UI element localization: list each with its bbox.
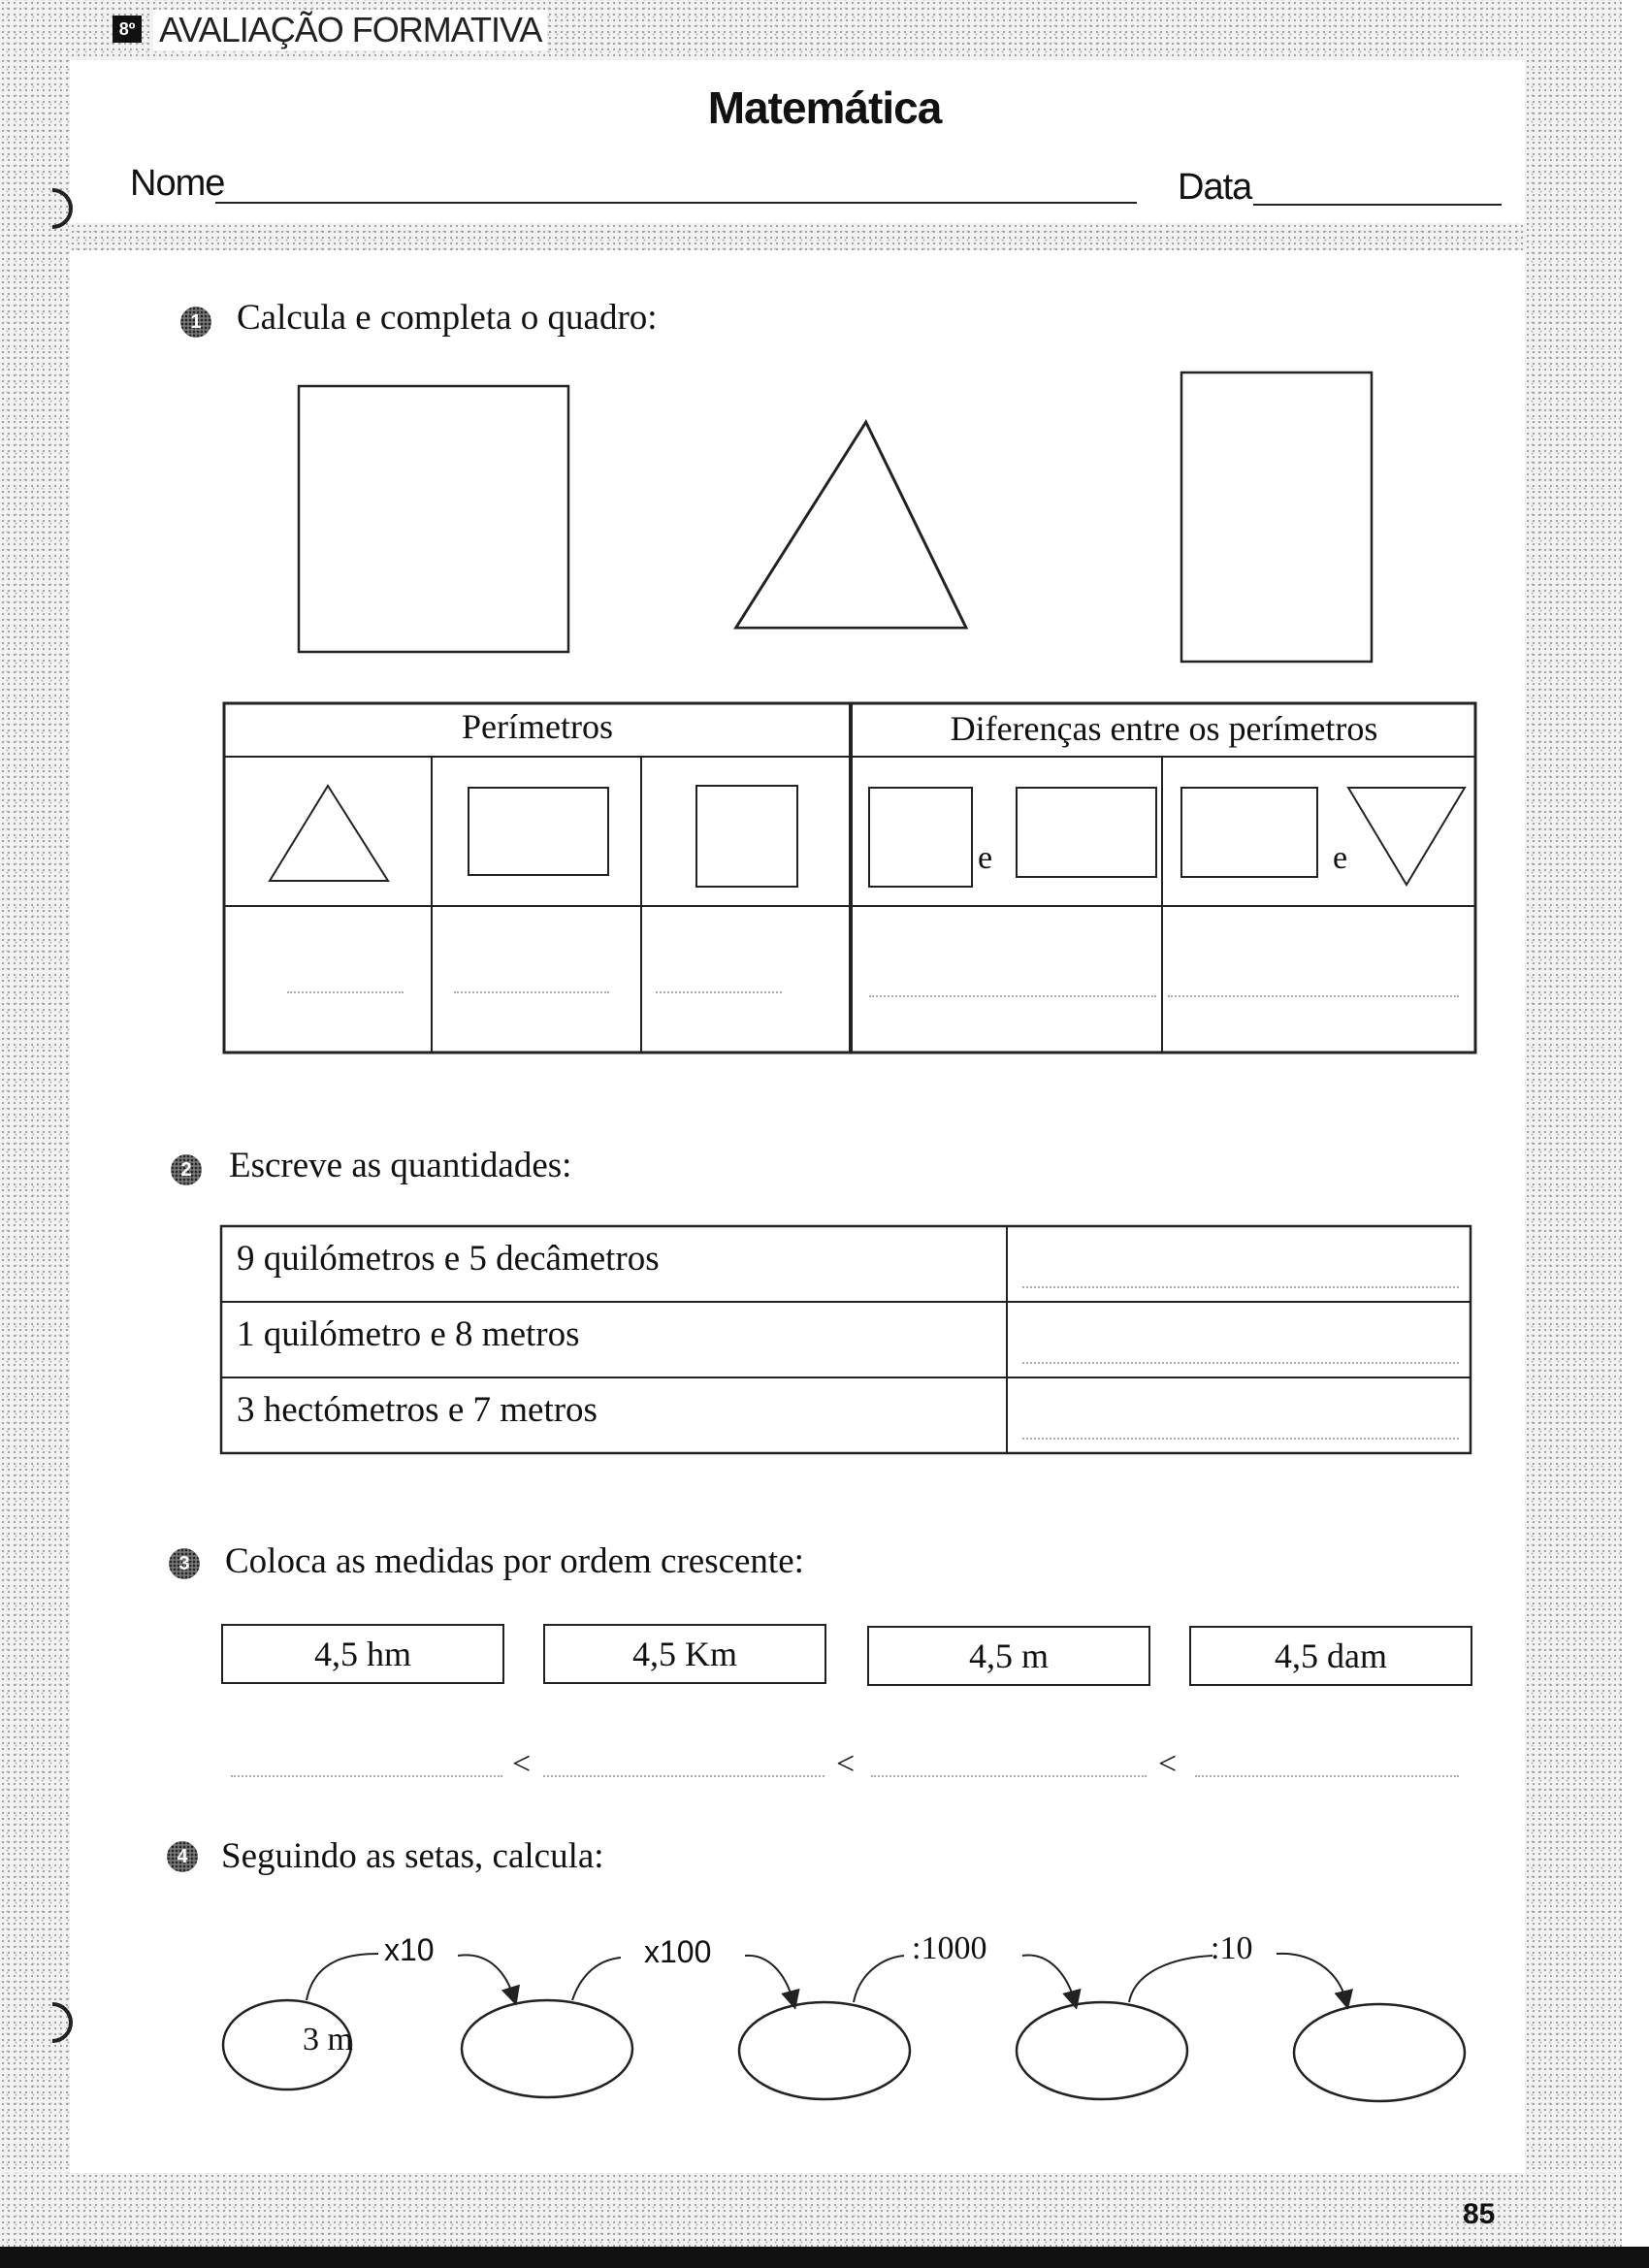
quantity-label: 9 quilómetros e 5 decâmetros <box>237 1239 660 1279</box>
answer-ellipse <box>1294 2004 1465 2101</box>
binder-hole-icon <box>39 1998 78 2047</box>
arrow <box>1277 1954 1346 2002</box>
conjunction: e <box>1333 840 1348 876</box>
answer-line[interactable] <box>231 1775 502 1777</box>
arrow <box>458 1955 514 1998</box>
square-shape <box>299 386 568 652</box>
triangle-shape <box>270 786 388 881</box>
bottom-border <box>0 2173 1622 2247</box>
conjunction: e <box>978 840 993 876</box>
answer-line[interactable] <box>1022 1286 1459 1288</box>
less-than-symbol: < <box>1158 1746 1178 1782</box>
operation-label: x10 <box>384 1932 435 1967</box>
answer-line[interactable] <box>1022 1362 1459 1364</box>
measure-box: 4,5 m <box>867 1626 1150 1686</box>
right-border <box>1525 0 1622 2268</box>
page-title: Matemática <box>707 82 942 133</box>
binder-hole-icon <box>39 184 78 233</box>
name-label: Nome <box>130 163 225 204</box>
question-text: Escreve as quantidades: <box>229 1146 572 1185</box>
triangle-shape <box>1348 788 1465 885</box>
operation-label: :1000 <box>912 1930 987 1966</box>
arrow <box>854 1956 904 2002</box>
measure-box: 4,5 dam <box>1189 1626 1472 1686</box>
rectangle-shape <box>1017 788 1156 877</box>
arrow <box>572 1958 621 2000</box>
answer-line[interactable] <box>656 991 782 993</box>
answer-ellipse <box>739 2002 910 2099</box>
arrow <box>745 1956 793 2002</box>
operation-label: :10 <box>1211 1930 1253 1966</box>
answer-line[interactable] <box>543 1775 824 1777</box>
question-number: 2 <box>171 1154 202 1185</box>
page-number: 85 <box>1463 2198 1496 2230</box>
less-than-symbol: < <box>836 1746 856 1782</box>
operation-label: x100 <box>644 1934 712 1969</box>
question-text: Calcula e completa o quadro: <box>237 298 658 338</box>
section-title: AVALIAÇÃO FORMATIVA <box>153 10 547 50</box>
arrow <box>307 1954 378 2000</box>
table-header-differences: Diferenças entre os perímetros <box>950 709 1378 748</box>
question-number: 1 <box>180 307 211 338</box>
date-field[interactable] <box>1253 204 1502 206</box>
table-header-perimeters: Perímetros <box>462 707 613 746</box>
start-value: 3 m <box>303 2022 353 2057</box>
arrow <box>1129 1956 1212 2002</box>
rectangle-shape <box>469 788 608 875</box>
rectangle-shape <box>1181 373 1372 662</box>
answer-line[interactable] <box>1022 1438 1459 1440</box>
question-number: 3 <box>169 1548 200 1579</box>
right-margin <box>1622 0 1649 2268</box>
question-text: Coloca as medidas por ordem crescente: <box>225 1541 804 1581</box>
date-label: Data <box>1178 167 1252 208</box>
answer-line[interactable] <box>287 991 404 993</box>
answer-ellipse <box>1017 2002 1187 2099</box>
grade-badge: 8º <box>113 16 142 43</box>
less-than-symbol: < <box>512 1746 532 1782</box>
rectangle-shape <box>869 788 972 887</box>
answer-line[interactable] <box>869 995 1156 997</box>
left-border <box>0 0 70 2268</box>
measure-box: 4,5 Km <box>543 1624 826 1684</box>
rectangle-shape <box>1181 788 1317 877</box>
question-text: Seguindo as setas, calcula: <box>221 1836 604 1876</box>
triangle-shape <box>736 422 966 628</box>
shapes-figure <box>281 359 1406 679</box>
question-number: 4 <box>167 1841 198 1872</box>
header-divider <box>0 223 1649 250</box>
name-field[interactable] <box>215 202 1137 204</box>
square-shape <box>696 786 797 887</box>
quantity-label: 1 quilómetro e 8 metros <box>237 1314 580 1354</box>
perimeter-table <box>221 700 1482 1059</box>
bottom-bar <box>0 2247 1649 2268</box>
arrow <box>1022 1956 1075 2002</box>
quantity-label: 3 hectómetros e 7 metros <box>237 1390 598 1430</box>
answer-ellipse <box>462 2000 632 2097</box>
answer-line[interactable] <box>1195 1775 1459 1777</box>
answer-line[interactable] <box>454 991 609 993</box>
measure-box: 4,5 hm <box>221 1624 504 1684</box>
answer-line[interactable] <box>1168 995 1459 997</box>
answer-line[interactable] <box>871 1775 1147 1777</box>
